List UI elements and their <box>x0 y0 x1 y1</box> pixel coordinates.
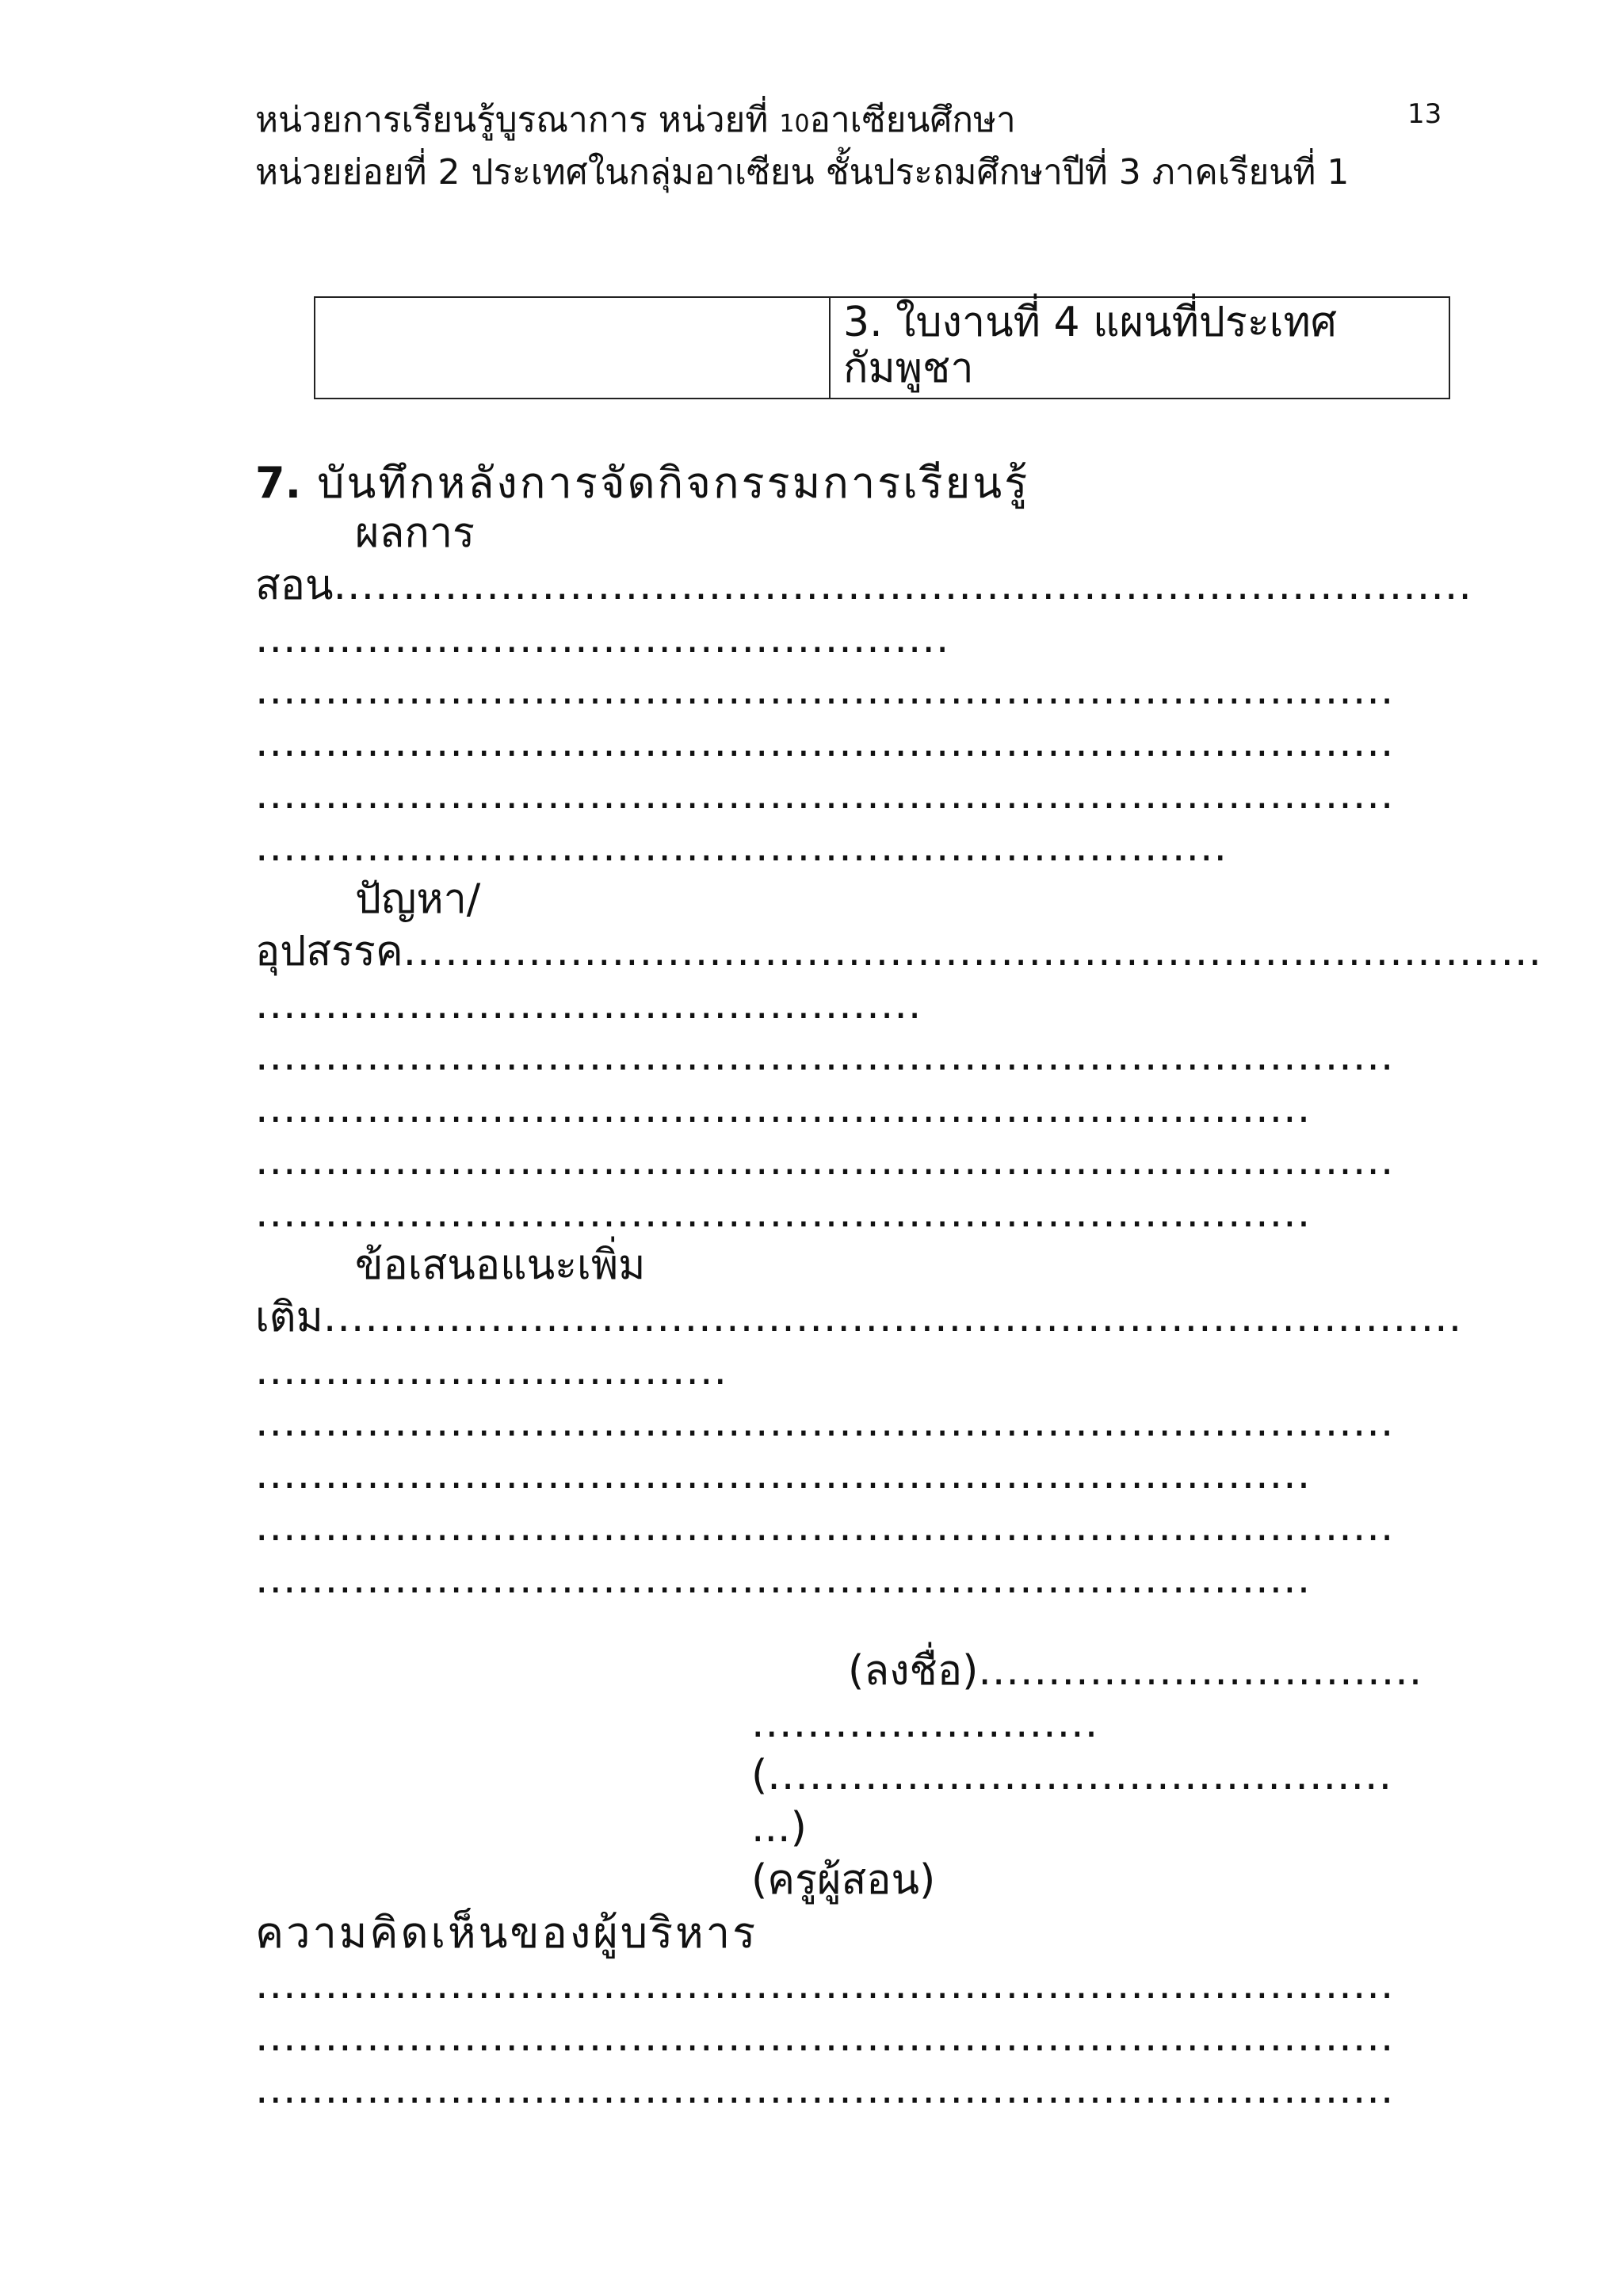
suggestion-line-1 <box>255 1293 1463 1342</box>
section-title-text: บันทึกหลังการจัดกิจกรรมการเรียนรู้ <box>317 458 1030 508</box>
dotted-line: ...................................................................... <box>255 823 1228 871</box>
dotted-line: ................................................ <box>255 981 922 1028</box>
header-line-1 <box>255 98 1016 147</box>
dotted-line: .................................................................................. <box>333 562 1472 609</box>
name-line <box>751 1751 1392 1800</box>
result-line-1 <box>255 561 1472 610</box>
dotted-line: ............................................................................ <box>255 1451 1312 1498</box>
result-label-2: สอน <box>255 562 334 609</box>
dotted-line: .................................................................................. <box>255 719 1395 766</box>
header-unit-label: หน่วยการเรียนรู้บูรณาการ หน่วยที่ <box>255 100 769 140</box>
table-cell-left <box>315 298 831 398</box>
table-cell-text-1: 3. ใบงานที่ 4 แผนที่ประเทศ <box>843 299 1337 346</box>
materials-table <box>314 296 1450 399</box>
signature-line <box>848 1646 1423 1695</box>
header-line-2: หน่วยย่อยที่ 2 ประเทศในกลุ่มอาเซียน ชั้นประถมศึกษาปีที่ 3 ภาคเรียนที่ 1 <box>255 152 1350 193</box>
paren-open: ( <box>751 1752 768 1799</box>
dotted-line: .................................................................................. <box>323 1294 1463 1341</box>
dotted-line: ............................................. <box>767 1752 1393 1799</box>
dotted-line: ............................................................................ <box>255 1189 1312 1237</box>
admin-comment-title: ความคิดเห็นของผู้บริหาร <box>255 1908 758 1958</box>
dotted-line: .................................................................................. <box>403 928 1543 975</box>
paren-close: ...) <box>751 1804 807 1852</box>
dotted-line: .................................................................................. <box>255 771 1395 818</box>
dotted-line: ......................... <box>751 1699 1099 1747</box>
problem-label-2: อุปสรรค <box>255 928 403 975</box>
table-cell-right <box>831 298 1449 398</box>
dotted-line: ............................................................................ <box>255 1085 1312 1132</box>
dotted-line: .................................. <box>255 1347 727 1394</box>
header-unit-title: อาเซียนศึกษา <box>809 100 1016 140</box>
dotted-line: .................................................................................. <box>255 1032 1395 1080</box>
dotted-line: .................................................. <box>255 615 950 662</box>
result-label: ผลการ <box>355 509 475 557</box>
suggestion-label-2: เติม <box>255 1294 323 1341</box>
section-title <box>255 458 1029 509</box>
dotted-line: ............................................................................ <box>255 1555 1312 1603</box>
problem-label: ปัญหา/ <box>355 875 481 923</box>
dotted-line: .................................................................................. <box>255 2013 1395 2061</box>
dotted-line: ................................ <box>978 1647 1423 1695</box>
header-unit-number: 10 <box>779 110 810 138</box>
dotted-line: .................................................................................. <box>255 1961 1395 2008</box>
suggestion-label: ข้อเสนอแนะเพิ่ม <box>355 1241 646 1289</box>
table-cell-text-2: กัมพูชา <box>843 345 974 392</box>
dotted-line: .................................................................................. <box>255 2065 1395 2113</box>
teacher-role: (ครูผู้สอน) <box>751 1856 936 1904</box>
section-number: 7. <box>255 458 302 508</box>
page-number: 13 <box>1407 98 1442 130</box>
dotted-line: .................................................................................. <box>255 1503 1395 1550</box>
problem-line-1 <box>255 927 1543 976</box>
dotted-line: .................................................................................. <box>255 1398 1395 1446</box>
signature-label: (ลงชื่อ) <box>848 1647 979 1695</box>
dotted-line: .................................................................................. <box>255 1137 1395 1184</box>
dotted-line: .................................................................................. <box>255 666 1395 714</box>
